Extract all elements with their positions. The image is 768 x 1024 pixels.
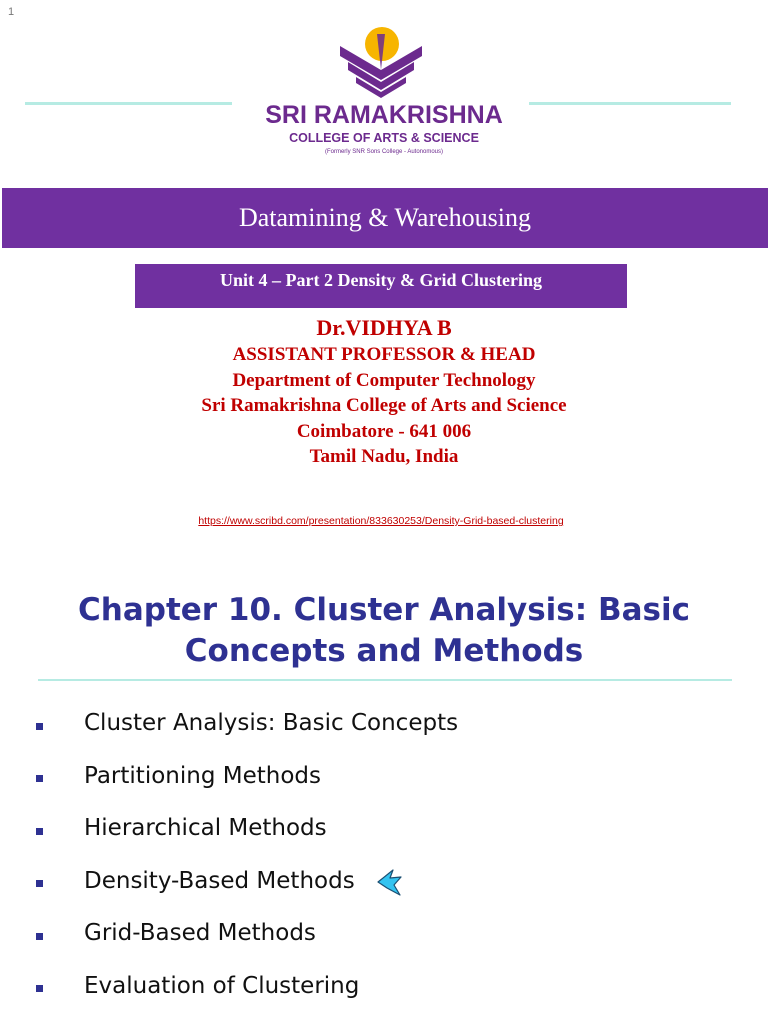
author-block bbox=[0, 314, 768, 470]
topic-list bbox=[36, 697, 458, 1012]
author-department: Department of Computer Technology bbox=[232, 369, 536, 391]
square-bullet-icon bbox=[36, 985, 43, 992]
chapter-title-line1: Chapter 10. Cluster Analysis: Basic bbox=[78, 592, 690, 628]
list-item bbox=[36, 802, 458, 855]
page-number: 1 bbox=[8, 6, 15, 18]
list-item bbox=[36, 907, 458, 960]
square-bullet-icon bbox=[36, 828, 43, 835]
course-banner bbox=[2, 188, 768, 248]
topic-label: Cluster Analysis: Basic Concepts bbox=[84, 710, 459, 737]
pointer-arrow-icon bbox=[375, 868, 403, 898]
topic-label: Hierarchical Methods bbox=[84, 815, 327, 842]
chapter-title-line2: Concepts and Methods bbox=[184, 633, 584, 669]
source-link[interactable]: https://www.scribd.com/presentation/833630253/Density-Grid-based-clustering bbox=[198, 515, 564, 527]
list-item bbox=[36, 960, 458, 1013]
course-title: Datamining & Warehousing bbox=[238, 203, 532, 232]
logo-name: SRI RAMAKRISHNA bbox=[265, 101, 503, 129]
author-college: Sri Ramakrishna College of Arts and Science bbox=[201, 395, 567, 416]
square-bullet-icon bbox=[36, 723, 43, 730]
square-bullet-icon bbox=[36, 880, 43, 887]
logo-subtitle: COLLEGE OF ARTS & SCIENCE bbox=[289, 131, 479, 145]
unit-title: Unit 4 – Part 2 Density & Grid Clustering bbox=[220, 270, 542, 290]
author-city: Coimbatore - 641 006 bbox=[296, 420, 472, 442]
logo-tagline: (Formerly SNR Sons College - Autonomous) bbox=[324, 149, 444, 155]
list-item bbox=[36, 750, 458, 803]
list-item bbox=[36, 697, 458, 750]
topic-label: Grid-Based Methods bbox=[84, 920, 316, 947]
list-item bbox=[36, 855, 458, 908]
author-designation: ASSISTANT PROFESSOR & HEAD bbox=[232, 344, 536, 365]
chapter-divider bbox=[38, 679, 732, 681]
chapter-title bbox=[0, 590, 768, 672]
topic-label: Partitioning Methods bbox=[84, 762, 321, 789]
square-bullet-icon bbox=[36, 775, 43, 782]
topic-label: Evaluation of Clustering bbox=[84, 972, 360, 999]
author-name: Dr.VIDHYA B bbox=[316, 315, 452, 340]
unit-banner bbox=[135, 264, 627, 308]
topic-label: Density-Based Methods bbox=[84, 867, 355, 894]
college-logo-icon bbox=[336, 22, 426, 102]
square-bullet-icon bbox=[36, 933, 43, 940]
author-region: Tamil Nadu, India bbox=[309, 446, 459, 467]
